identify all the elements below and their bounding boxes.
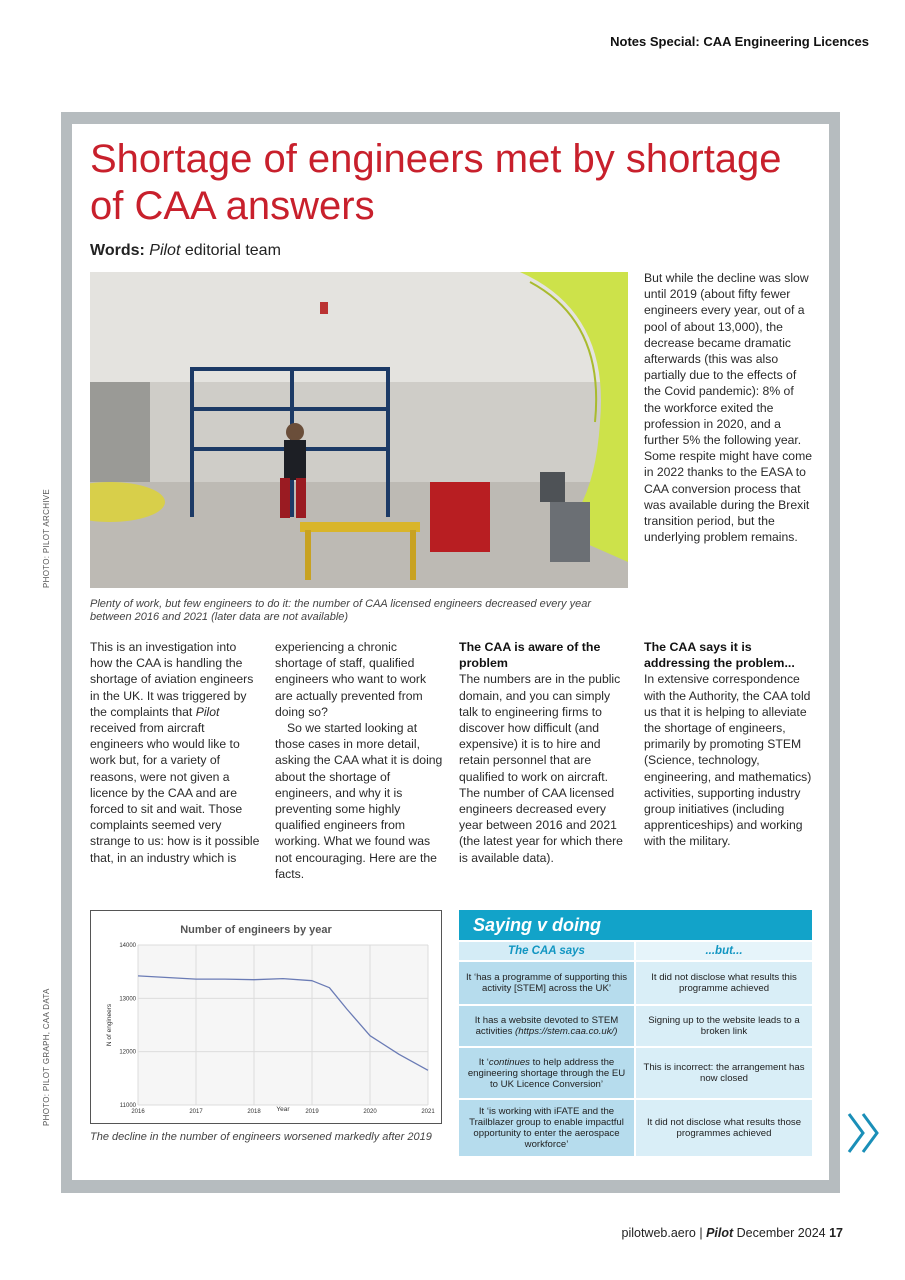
- row-1-says-text: It ‘has a programme of supporting this activity [STEM] across the UK’: [465, 972, 628, 994]
- column-4-paragraph: In extensive correspondence with the Authority, the CAA told us that it is helping to alleviate the shortage of engineers, primarily by promoting STEM (Science, technology, engineering, and mathematics) activities, supporting industry group initiatives (including apprenticeships) and working with the military.: [644, 672, 812, 849]
- row-2-says-main: It has a website devoted to STEM activities: [474, 1015, 619, 1037]
- chart-y-tick: 14000: [119, 943, 136, 949]
- row-3-says-italic: continues: [488, 1056, 530, 1068]
- section-header: Notes Special: CAA Engineering Licences: [610, 34, 869, 49]
- footer-issue: December 2024: [736, 1226, 826, 1240]
- row-2-but-text: Signing up to the website leads to a broken link: [648, 1015, 800, 1037]
- graph-credit: PHOTO: PILOT GRAPH, CAA DATA: [42, 988, 51, 1126]
- chart-y-tick: 11000: [119, 1103, 136, 1109]
- table-row-3-but: [636, 1048, 812, 1098]
- table-header-says: The CAA says: [459, 942, 634, 960]
- column-4: [644, 639, 814, 850]
- column-1-paragraph: [90, 639, 260, 866]
- row-3-but-text: This is incorrect: the arrangement has now closed: [643, 1062, 805, 1084]
- chart-x-tick: 2019: [305, 1109, 319, 1115]
- table-row-1-but: [636, 962, 812, 1004]
- table-row-1-says: [459, 962, 634, 1004]
- right-column-paragraph: But while the decline was slow until 2019 (about fifty fewer engineers every year, out of a pool of about 13,000), the decrease became dramatic afterwards (this was also partially due to the effects of the Covid pandemic): 8% of the workforce exited the profession in 2020, and a further 5% the following year. Some respite might have come in 2022 thanks to the EASA to CAA conversion process that was available during the Brexit transition period, but the underlying problem remains.: [644, 271, 812, 545]
- photo-caption: Plenty of work, but few engineers to do it: the number of CAA licensed engineers decreased every year between 2016 and 2021 (later data are not available): [90, 598, 591, 623]
- chart-x-tick: 2020: [363, 1109, 377, 1115]
- footer-separator: |: [699, 1226, 703, 1240]
- column-2-paragraph-1: experiencing a chronic shortage of staff, qualified engineers who want to work are actually prevented from doing so?: [275, 640, 427, 719]
- article-title: Shortage of engineers met by shortage of CAA answers: [90, 137, 782, 228]
- column-2: [275, 639, 445, 882]
- column-2-paragraph-2: So we started looking at those cases in more detail, asking the CAA what it is doing about the shortage of engineers, and why it is preventing some highly qualified engineers from working. What we found was not encouraging. Here are the facts.: [275, 721, 443, 881]
- chart-ylabel: N of engineers: [106, 1003, 113, 1047]
- table-title: Saying v doing: [459, 910, 812, 940]
- chart-x-tick: 2018: [247, 1109, 261, 1115]
- column-3: [459, 639, 629, 866]
- column-3-heading: The CAA is aware of the problem: [459, 640, 601, 671]
- right-column-text: [644, 270, 812, 545]
- chart-x-tick: 2017: [189, 1109, 203, 1115]
- column-3-paragraph: The numbers are in the public domain, and you can simply talk to engineering firms to discover how difficult (and expensive) it is to hire and retain personnel that are qualified to work on aircraft. The number of CAA licensed engineers decreased every year between 2016 and 2021 (the latest year for which there is available data).: [459, 672, 623, 865]
- chart-xlabel: Year: [276, 1106, 290, 1113]
- footer-magazine: Pilot: [706, 1226, 734, 1240]
- row-1-but-text: It did not disclose what results this programme achieved: [651, 972, 797, 994]
- row-4-says-text: It ‘is working with iFATE and the Trailblazer group to enable impactful opportunity to enter the aerospace workforce’: [469, 1106, 624, 1150]
- row-3-says-text: [465, 1057, 628, 1090]
- column-1-magazine: Pilot: [195, 704, 220, 719]
- byline-team: editorial team: [184, 242, 281, 259]
- byline-label: Words:: [90, 242, 145, 259]
- table-row-2-says: [459, 1006, 634, 1046]
- row-2-says-text: [465, 1015, 628, 1037]
- engineers-chart: [90, 910, 442, 1124]
- row-3-says-main: to help address the engineering shortage through the EU to UK Licence Conversion’: [467, 1056, 626, 1090]
- table-row-4-but: [636, 1100, 812, 1156]
- hangar-photo: [90, 272, 628, 588]
- page-number: 17: [829, 1226, 843, 1240]
- row-3-says-pre: It ‘: [478, 1056, 489, 1068]
- next-page-chevron-icon[interactable]: [845, 1108, 885, 1158]
- byline: [90, 242, 281, 260]
- column-1: [90, 639, 260, 866]
- column-1-text-a: This is an investigation into how the CAA is handling the shortage of aviation engineers in the UK. It was triggered by the complaints that: [90, 640, 254, 719]
- chart-y-tick: 12000: [119, 1049, 136, 1056]
- photo-credit: PHOTO: PILOT ARCHIVE: [42, 488, 51, 588]
- byline-magazine: Pilot: [149, 242, 181, 259]
- chart-x-tick: 2021: [421, 1109, 435, 1115]
- row-2-says-url: (https://stem.caa.co.uk/): [515, 1026, 618, 1037]
- column-4-heading: The CAA says it is addressing the problem...: [644, 640, 795, 671]
- table-row-3-says: [459, 1048, 634, 1098]
- chart-y-tick: 13000: [119, 996, 136, 1003]
- chart-caption: The decline in the number of engineers worsened markedly after 2019: [90, 1131, 432, 1143]
- column-1-text-b: received from aircraft engineers who would like to work but, for a variety of reasons, were not given a licence by the CAA and are forced to sit and wait. Those complaints seemed very strange to us: how is it possible that, in an industry which is: [90, 721, 260, 865]
- chart-x-tick: 2016: [131, 1109, 145, 1115]
- table-row-4-says: [459, 1100, 634, 1156]
- page-footer: [622, 1226, 844, 1240]
- row-4-but-text: It did not disclose what results those programmes achieved: [646, 1117, 802, 1139]
- chart-title: Number of engineers by year: [180, 924, 332, 936]
- table-row-2-but: [636, 1006, 812, 1046]
- table-header-but: ...but...: [636, 942, 812, 960]
- saying-v-doing-table: [459, 910, 812, 1156]
- chart-canvas: [91, 911, 441, 1123]
- footer-site: pilotweb.aero: [621, 1226, 696, 1240]
